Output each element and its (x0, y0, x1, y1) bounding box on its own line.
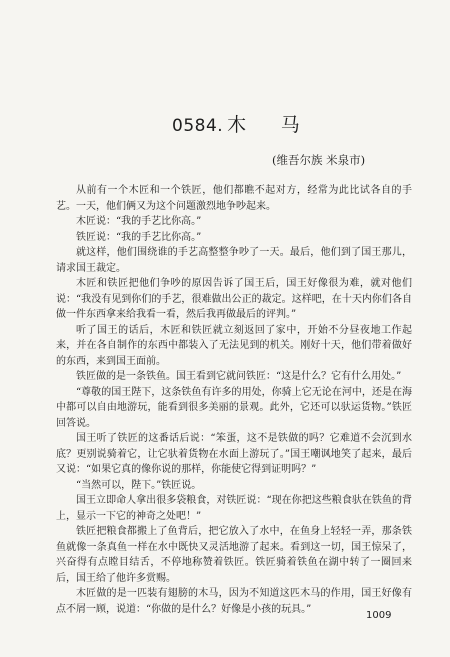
story-title (172, 110, 300, 137)
paragraph: 木匠说：“我的手艺比你高。” (76, 216, 202, 227)
story-number: 0584. (172, 116, 224, 136)
paragraph: “尊敬的国王陛下，这条铁鱼有许多的用处，你骑上它无论在河中，还是在海中都可以自由地游玩，能看到很多美丽的景观。此外，它还可以驮运货物。”铁匠回答说。 (56, 386, 412, 429)
paragraph: 铁匠做的是一条铁鱼。国王看到它就问铁匠：“这是什么？它有什么用处。” (76, 371, 402, 382)
paragraph: 从前有一个木匠和一个铁匠，他们都瞧不起对方，经常为此比试各自的手艺。一天，他们俩又为这个问题激烈地争吵起来。 (56, 185, 412, 212)
title-char-2: 马 (280, 114, 301, 136)
paragraph: 就这样，他们围绕谁的手艺高整整争吵了一天。最后，他们到了国王那儿，请求国王裁定。 (56, 247, 412, 274)
paragraph: 木匠和铁匠把他们争吵的原因告诉了国王后，国王好像很为难，就对他们说：“我没有见到你们的手艺，很难做出公正的裁定。这样吧，在十天内你们各自做一件东西拿来给我看一看，然后我再做最后的评判。” (56, 278, 412, 320)
paragraph: 听了国王的话后，木匠和铁匠就立刻返回了家中，开始不分昼夜地工作起来，并在各自制作的东西中都装入了无法见到的机关。刚好十天，他们带着做好的东西，来到国王面前。 (56, 324, 412, 367)
paragraph: 木匠做的是一匹装有翅膀的木马，因为不知道这匹木马的作用，国王好像有点不屑一顾，说道：“你做的是什么？好像是小孩的玩具。” (56, 588, 412, 615)
title-char-1: 木 (227, 114, 247, 136)
story-origin: (维吾尔族 米泉市) (272, 153, 366, 167)
page-number: 1009 (366, 610, 392, 621)
paragraph: 国王立即命人拿出很多袋粮食，对铁匠说：“现在你把这些粮食驮在铁鱼的背上，显示一下它的神奇之处吧！” (56, 495, 412, 522)
paragraph: 国王听了铁匠的这番话后说：“笨蛋，这不是铁做的吗？它难道不会沉到水底？更别说骑着它，让它驮着货物在水面上游玩了。”国王嘲讽地笑了起来，最后又说：“如果它真的像你说的那样，你能使它得到证明吗？” (56, 433, 412, 475)
paragraph: “当然可以，陛下。”铁匠说。 (76, 479, 202, 491)
paragraph: 铁匠说：“我的手艺比你高。” (76, 231, 202, 243)
story-body (56, 183, 412, 617)
paragraph: 铁匠把粮食都搬上了鱼背后，把它放入了水中，在鱼身上轻轻一弄，那条铁鱼就像一条真鱼一样在水中既快又灵活地游了起来。看到这一切，国王惊呆了，兴奋得有点瞠目结舌，不停地称赞着铁匠。铁匠骑着铁鱼在湖中转了一圈回来后，国王给了他许多赏赐。 (56, 526, 412, 584)
